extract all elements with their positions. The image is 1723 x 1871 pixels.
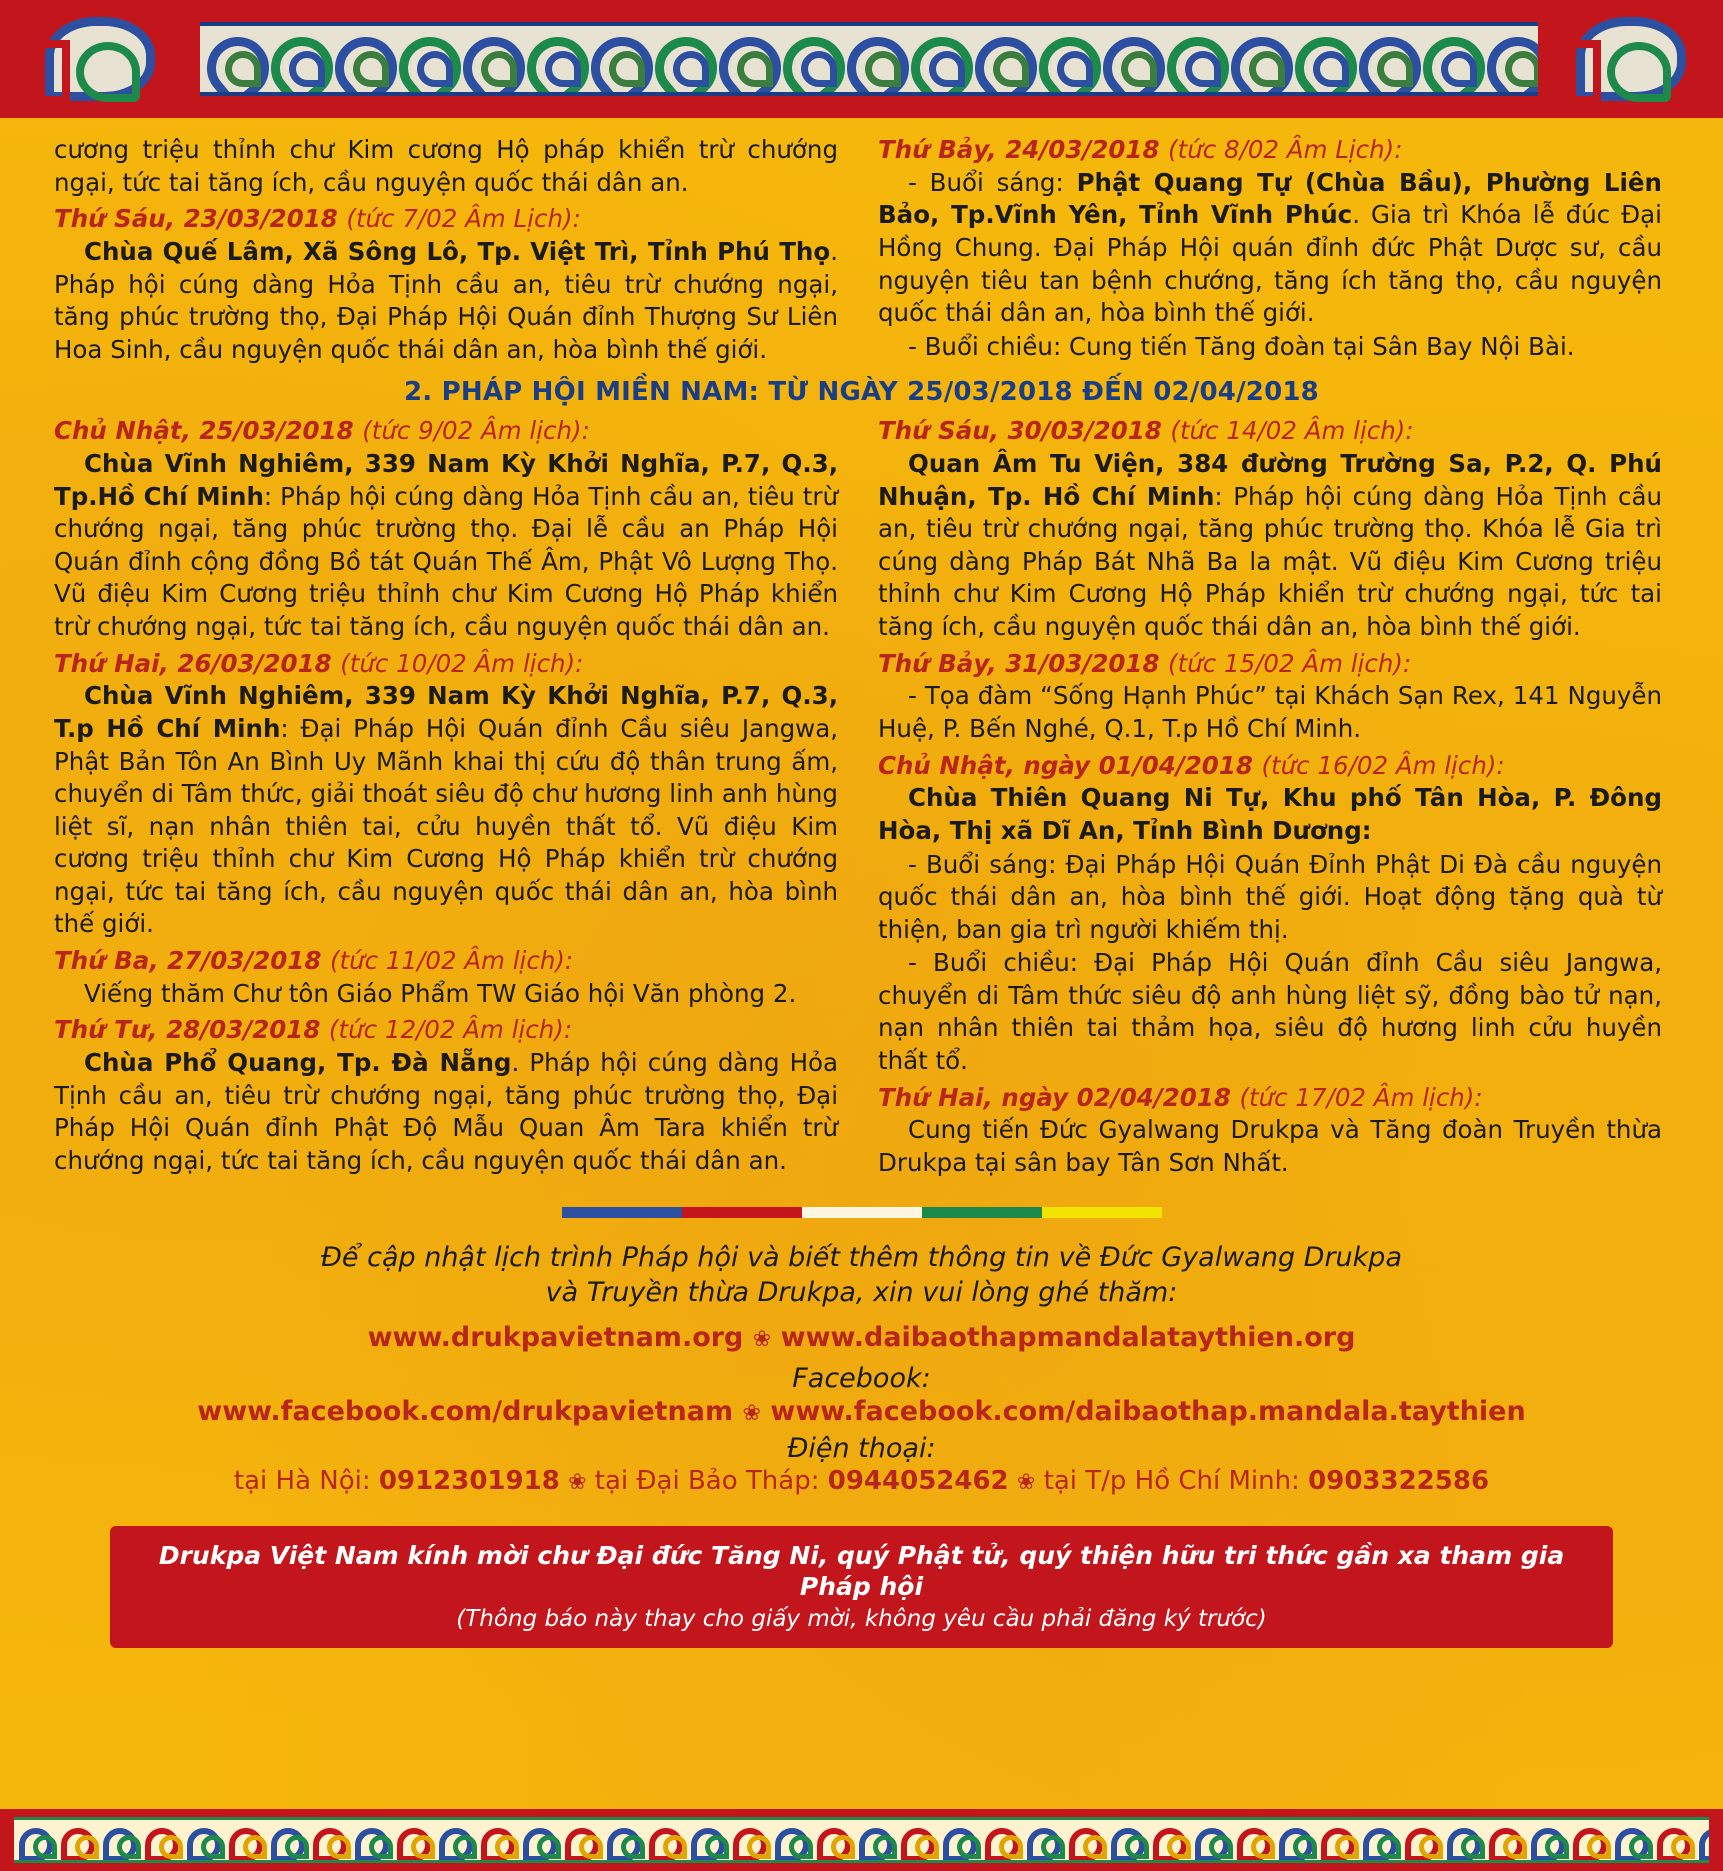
banner-line-2: (Thông báo này thay cho giấy mời, không yêu cầu phải đăng ký trước): [456, 1606, 1267, 1633]
swirl-motif-icon: [981, 1825, 1021, 1855]
entry-date-28-03: [54, 1014, 838, 1047]
main-columns: [54, 415, 1669, 1180]
swirl-motif-icon: [1275, 1825, 1315, 1855]
entry-body-02-04: [878, 1114, 1662, 1179]
entry-lunar-label: (tức 15/02 Âm lịch):: [1168, 648, 1412, 678]
swirl-motif-icon: [1695, 1825, 1709, 1855]
entry-lunar-label: (tức 11/02 Âm lịch):: [329, 946, 574, 976]
swirl-motif-icon: [519, 1825, 559, 1855]
swirl-motif-icon: [1485, 1825, 1525, 1855]
swirl-motif-icon: [225, 1825, 265, 1855]
top-border-right-corner: [1538, 0, 1723, 118]
entry-date-label: Thứ Bảy, 31/03/2018: [878, 648, 1160, 678]
color-segment-white: [802, 1207, 922, 1218]
swirl-motif-icon: [1097, 31, 1159, 87]
flower-separator-icon: ❀: [752, 1326, 772, 1352]
swirl-motif-icon: [521, 31, 583, 87]
entry-date-label: Thứ Bảy, 24/03/2018: [878, 135, 1160, 164]
swirl-motif-icon: [435, 1825, 475, 1855]
entry-lunar-label: (tức 14/02 Âm lịch):: [1170, 416, 1414, 446]
right-column: [878, 415, 1662, 1180]
entry-body-24-03-morning: [878, 167, 1662, 330]
entry-text: - Buổi sáng: Đại Pháp Hội Quán Đỉnh Phật Di Đà cầu nguyện quốc thái dân an, hòa bình thế giới. Hoạt động tặng quà từ thiện, ban gia trì người khiếm thị.: [878, 849, 1662, 944]
swirl-motif-icon: [969, 31, 1031, 87]
swirl-motif-icon: [841, 31, 903, 87]
swirl-motif-icon: [1417, 31, 1479, 87]
phone-label-daibaothap: tại Đại Bảo Tháp:: [594, 1465, 820, 1496]
swirl-motif-icon: [729, 1825, 769, 1855]
entry-body-30-03: [878, 448, 1662, 643]
invitation-banner: [110, 1526, 1613, 1649]
top-border-pattern-band: [200, 22, 1538, 96]
entry-venue: Chùa Vĩnh Nghiêm, 339 Nam Kỳ Khởi Nghĩa, P.7, Q.3, T.p Hồ Chí Minh: [54, 681, 838, 743]
top-border-left-corner: [0, 0, 200, 118]
swirl-motif-icon: [183, 1825, 223, 1855]
color-segment-red: [682, 1207, 802, 1218]
swirl-motif-icon: [1353, 31, 1415, 87]
left-column: [54, 415, 838, 1180]
banner-line-1: Drukpa Việt Nam kính mời chư Đại đức Tăng Ni, quý Phật tử, quý thiện hữu tri thức gần xa tham gia Pháp hội: [158, 1540, 1565, 1602]
decorative-bottom-border: [0, 1809, 1723, 1871]
entry-body-27-03: [54, 978, 838, 1011]
swirl-motif-icon: [351, 1825, 391, 1855]
flower-separator-icon: ❀: [568, 1469, 587, 1495]
entry-date-01-04: [878, 750, 1662, 783]
swirl-motif-icon: [645, 1825, 685, 1855]
swirl-motif-icon: [1149, 1825, 1189, 1855]
entry-date-label: Thứ Tư, 28/03/2018: [54, 1015, 321, 1045]
facebook-link-daibaothap[interactable]: www.facebook.com/daibaothap.mandala.taythien: [770, 1395, 1526, 1427]
swirl-motif-icon: [1161, 31, 1223, 87]
entry-venue: Chùa Thiên Quang Ni Tự, Khu phố Tân Hòa, P. Đông Hòa, Thị xã Dĩ An, Tỉnh Bình Dương: [878, 783, 1662, 845]
entry-lunar-label: (tức 12/02 Âm lịch):: [328, 1015, 573, 1045]
swirl-motif-icon: [15, 1825, 55, 1855]
flower-separator-icon: ❀: [742, 1400, 761, 1426]
swirl-motif-icon: [1107, 1825, 1147, 1855]
swirl-motif-icon: [1033, 31, 1095, 87]
entry-date-label: Chủ Nhật, ngày 01/04/2018: [878, 750, 1253, 780]
entry-lunar-label: (tức 7/02 Âm Lịch):: [346, 204, 581, 234]
swirl-motif-icon: [603, 1825, 643, 1855]
swirl-motif-icon: [201, 31, 263, 87]
entry-text: Viếng thăm Chư tôn Giáo Phẩm TW Giáo hội Văn phòng 2.: [84, 978, 797, 1008]
swirl-motif-icon: [855, 1825, 895, 1855]
facebook-label: Facebook:: [792, 1362, 931, 1394]
swirl-motif-icon: [585, 31, 647, 87]
swirl-motif-icon: [1401, 1825, 1441, 1855]
entry-text: . Pháp hội cúng dàng Hỏa Tịnh cầu an, tiêu trừ chướng ngại, tăng phúc trường thọ, Đại Pháp Hội Quán đỉnh Thượng Sư Liên Hoa Sinh, cầu nguyện quốc thái dân an, hòa bình thế giới.: [54, 236, 838, 364]
left-column-top: [54, 134, 838, 367]
swirl-motif-icon: [813, 1825, 853, 1855]
swirl-motif-icon: [393, 1825, 433, 1855]
entry-date-23-03: [54, 203, 838, 236]
top-columns: [54, 134, 1669, 367]
swirl-motif-icon: [1527, 1825, 1567, 1855]
phone-label-hanoi: tại Hà Nội:: [233, 1465, 371, 1496]
footer-intro-line-1: Để cập nhật lịch trình Pháp hội và biết thêm thông tin về Đức Gyalwang Drukpa: [320, 1241, 1402, 1273]
color-segment-blue: [562, 1207, 682, 1218]
entry-text: - Buổi chiều: Cung tiến Tăng đoàn tại Sân Bay Nội Bài.: [908, 331, 1575, 361]
phone-label-hcmc: tại T/p Hồ Chí Minh:: [1043, 1465, 1300, 1496]
entry-date-27-03: [54, 945, 838, 978]
entry-text: . Gia trì Khóa lễ đúc Đại Hồng Chung. Đại Pháp Hội quán đỉnh đức Phật Dược sư, cầu nguyện tiêu tan bệnh chướng, tăng ích tăng thọ, cầu nguyện quốc thái dân an, hòa bình thế giới.: [878, 200, 1662, 328]
entry-lunar-label: (tức 8/02 Âm Lịch):: [1168, 135, 1403, 164]
entry-body-28-03: [54, 1047, 838, 1177]
bottom-border-pattern-band: [14, 1817, 1709, 1863]
entry-text: : Pháp hội cúng dàng Hỏa Tịnh cầu an, tiêu trừ chướng ngại, tăng phúc trường thọ. Đại lễ cầu an Pháp Hội Quán đỉnh cộng đồng Bồ tát Quán Thế Âm, Phật Vô Lượng Thọ. Vũ điệu Kim Cương triệu thỉnh chư Kim Cương Hộ Pháp khiển trừ chướng ngại, tức tai tăng ích, cầu nguyện quốc thái dân an.: [54, 481, 838, 642]
entry-date-02-04: [878, 1082, 1662, 1115]
right-column-top: [878, 134, 1662, 367]
entry-text: - Tọa đàm “Sống Hạnh Phúc” tại Khách Sạn Rex, 141 Nguyễn Huệ, P. Bến Nghé, Q.1, T.p Hồ Chí Minh.: [878, 681, 1662, 743]
knot-motif-icon: [1576, 17, 1686, 101]
swirl-motif-icon: [265, 31, 327, 87]
continuation-paragraph: cương triệu thỉnh chư Kim cương Hộ pháp khiển trừ chướng ngại, tức tai tăng ích, cầu nguyện quốc thái dân an.: [54, 135, 838, 197]
entry-body-01-04-morning: [878, 849, 1662, 947]
entry-body-23-03: [54, 236, 838, 366]
swirl-motif-icon: [1065, 1825, 1105, 1855]
entry-date-label: Thứ Hai, 26/03/2018: [54, 648, 332, 678]
decorative-top-border: [0, 0, 1723, 118]
swirl-motif-icon: [99, 1825, 139, 1855]
entry-date-25-03: [54, 415, 838, 448]
swirl-motif-icon: [1653, 1825, 1693, 1855]
swirl-motif-icon: [1569, 1825, 1609, 1855]
phone-label: Điện thoại:: [787, 1432, 936, 1464]
swirl-motif-icon: [1611, 1825, 1651, 1855]
schedule-content: [54, 134, 1669, 1648]
swirl-motif-icon: [777, 31, 839, 87]
swirl-motif-icon: [939, 1825, 979, 1855]
entry-lunar-label: (tức 16/02 Âm lịch):: [1261, 750, 1505, 780]
entry-venue: Quan Âm Tu Viện, 384 đường Trường Sa, P.2, Q. Phú Nhuận, Tp. Hồ Chí Minh: [878, 449, 1662, 511]
entry-text: Cung tiến Đức Gyalwang Drukpa và Tăng đoàn Truyền thừa Drukpa tại sân bay Tân Sơn Nhất.: [878, 1115, 1662, 1178]
entry-body-25-03: [54, 448, 838, 643]
section-title-mien-nam: 2. PHÁP HỘI MIỀN NAM: TỪ NGÀY 25/03/2018 ĐẾN 02/04/2018: [404, 377, 1319, 408]
entry-venue: Phật Quang Tự (Chùa Bầu), Phường Liên Bảo, Tp.Vĩnh Yên, Tỉnh Vĩnh Phúc: [878, 167, 1662, 230]
footer-phone-list: [54, 1466, 1669, 1496]
phone-number-hcmc[interactable]: 0903322586: [1308, 1465, 1490, 1496]
swirl-motif-icon: [1481, 31, 1538, 87]
entry-lunar-label: (tức 10/02 Âm lịch):: [340, 648, 584, 678]
entry-date-26-03: [54, 648, 838, 681]
entry-text: :: [1361, 815, 1372, 845]
swirl-motif-icon: [771, 1825, 811, 1855]
swirl-motif-icon: [329, 31, 391, 87]
entry-date-30-03: [878, 415, 1662, 448]
entry-date-label: Thứ Hai, ngày 02/04/2018: [878, 1082, 1231, 1112]
entry-venue-01-04: [878, 782, 1662, 847]
swirl-motif-icon: [1023, 1825, 1063, 1855]
footer-facebook-links: [54, 1396, 1669, 1427]
entry-text: - Buổi chiều: Đại Pháp Hội Quán đỉnh Cầu siêu Jangwa, chuyển di Tâm thức siêu độ anh hùng liệt sỹ, đồng bào tử nạn, nạn nhân thiên tai thảm họa, siêu độ hương linh cửu huyền thất tổ.: [878, 948, 1662, 1076]
entry-date-24-03: [878, 134, 1662, 167]
entry-date-label: Thứ Ba, 27/03/2018: [54, 946, 322, 976]
swirl-motif-icon: [141, 1825, 181, 1855]
entry-body-26-03: [54, 680, 838, 941]
swirl-motif-icon: [1191, 1825, 1231, 1855]
website-link-drukpavietnam[interactable]: www.drukpavietnam.org: [367, 1321, 744, 1353]
entry-text: : Pháp hội cúng dàng Hỏa Tịnh cầu an, tiêu trừ chướng ngại, tăng phúc trường thọ. Khóa lễ Gia trì cúng dàng Pháp Bát Nhã Ba la mật. Vũ điệu Kim Cương triệu thỉnh chư Kim Cương Hộ Pháp khiển trừ chướng ngại, tức tai tăng ích, cầu nguyện quốc thái dân an, hòa bình thế giới.: [878, 481, 1662, 642]
swirl-motif-icon: [309, 1825, 349, 1855]
color-segment-yellow: [1042, 1207, 1162, 1218]
entry-date-31-03: [878, 648, 1662, 681]
swirl-motif-icon: [267, 1825, 307, 1855]
swirl-motif-icon: [687, 1825, 727, 1855]
swirl-motif-icon: [57, 1825, 97, 1855]
swirl-motif-icon: [1359, 1825, 1399, 1855]
swirl-motif-icon: [561, 1825, 601, 1855]
entry-venue: Chùa Phổ Quang, Tp. Đà Nẵng: [84, 1048, 512, 1078]
entry-body-01-04-afternoon: [878, 947, 1662, 1077]
footer-contact: [54, 1240, 1669, 1496]
entry-session-prefix: - Buổi sáng:: [908, 167, 1077, 197]
swirl-motif-icon: [713, 31, 775, 87]
entry-body-31-03: [878, 680, 1662, 745]
entry-lunar-label: (tức 9/02 Âm lịch):: [362, 416, 590, 446]
entry-text: . Pháp hội cúng dàng Hỏa Tịnh cầu an, tiêu trừ chướng ngại, tăng phúc trường thọ, Đại Pháp Hội Quán đỉnh Phật Độ Mẫu Quan Âm Tara khiển trừ chướng ngại, tức tai tăng ích, cầu nguyện quốc thái dân an.: [54, 1048, 838, 1176]
swirl-motif-icon: [649, 31, 711, 87]
swirl-motif-icon: [457, 31, 519, 87]
entry-lunar-label: (tức 17/02 Âm lịch):: [1239, 1082, 1483, 1112]
swirl-motif-icon: [1317, 1825, 1357, 1855]
entry-venue: Chùa Vĩnh Nghiêm, 339 Nam Kỳ Khởi Nghĩa, P.7, Q.3, Tp.Hồ Chí Minh: [54, 449, 838, 511]
entry-text: : Đại Pháp Hội Quán đỉnh Cầu siêu Jangwa, Phật Bản Tôn An Bình Uy Mãnh khai thị cứu độ thân trung ấm, chuyển di Tâm thức, giải thoát siêu độ chư hương linh anh hùng liệt sĩ, nạn nhân thiên tai, cửu huyền thất tổ. Vũ điệu Kim cương triệu thỉnh chư Kim Cương Hộ Pháp khiển trừ chướng ngại, tức tai tăng ích, cầu nguyện quốc thái dân an, hòa bình thế giới.: [54, 714, 838, 939]
top-border-swirls: [200, 26, 1538, 92]
entry-date-label: Thứ Sáu, 30/03/2018: [878, 416, 1162, 446]
page-body: [0, 118, 1723, 1871]
swirl-motif-icon: [905, 31, 967, 87]
phone-number-hanoi[interactable]: 0912301918: [378, 1465, 560, 1496]
swirl-motif-icon: [477, 1825, 517, 1855]
swirl-motif-icon: [1443, 1825, 1483, 1855]
website-link-daibaothap[interactable]: www.daibaothapmandalataythien.org: [780, 1321, 1356, 1353]
five-color-divider: [562, 1207, 1162, 1218]
swirl-motif-icon: [1289, 31, 1351, 87]
color-segment-green: [922, 1207, 1042, 1218]
swirl-motif-icon: [1233, 1825, 1273, 1855]
footer-intro-line-2: và Truyền thừa Drukpa, xin vui lòng ghé thăm:: [545, 1276, 1178, 1308]
entry-date-label: Thứ Sáu, 23/03/2018: [54, 204, 338, 234]
swirl-motif-icon: [897, 1825, 937, 1855]
swirl-motif-icon: [1225, 31, 1287, 87]
entry-venue: Chùa Quế Lâm, Xã Sông Lô, Tp. Việt Trì, Tỉnh Phú Thọ: [84, 236, 831, 266]
entry-date-label: Chủ Nhật, 25/03/2018: [54, 416, 354, 446]
phone-number-daibaothap[interactable]: 0944052462: [827, 1465, 1009, 1496]
facebook-link-drukpavietnam[interactable]: www.facebook.com/drukpavietnam: [197, 1395, 734, 1427]
flower-separator-icon: ❀: [1016, 1469, 1036, 1495]
footer-websites: [54, 1318, 1669, 1357]
entry-body-24-03-afternoon: [878, 331, 1662, 364]
knot-motif-icon: [45, 17, 155, 101]
swirl-motif-icon: [393, 31, 455, 87]
